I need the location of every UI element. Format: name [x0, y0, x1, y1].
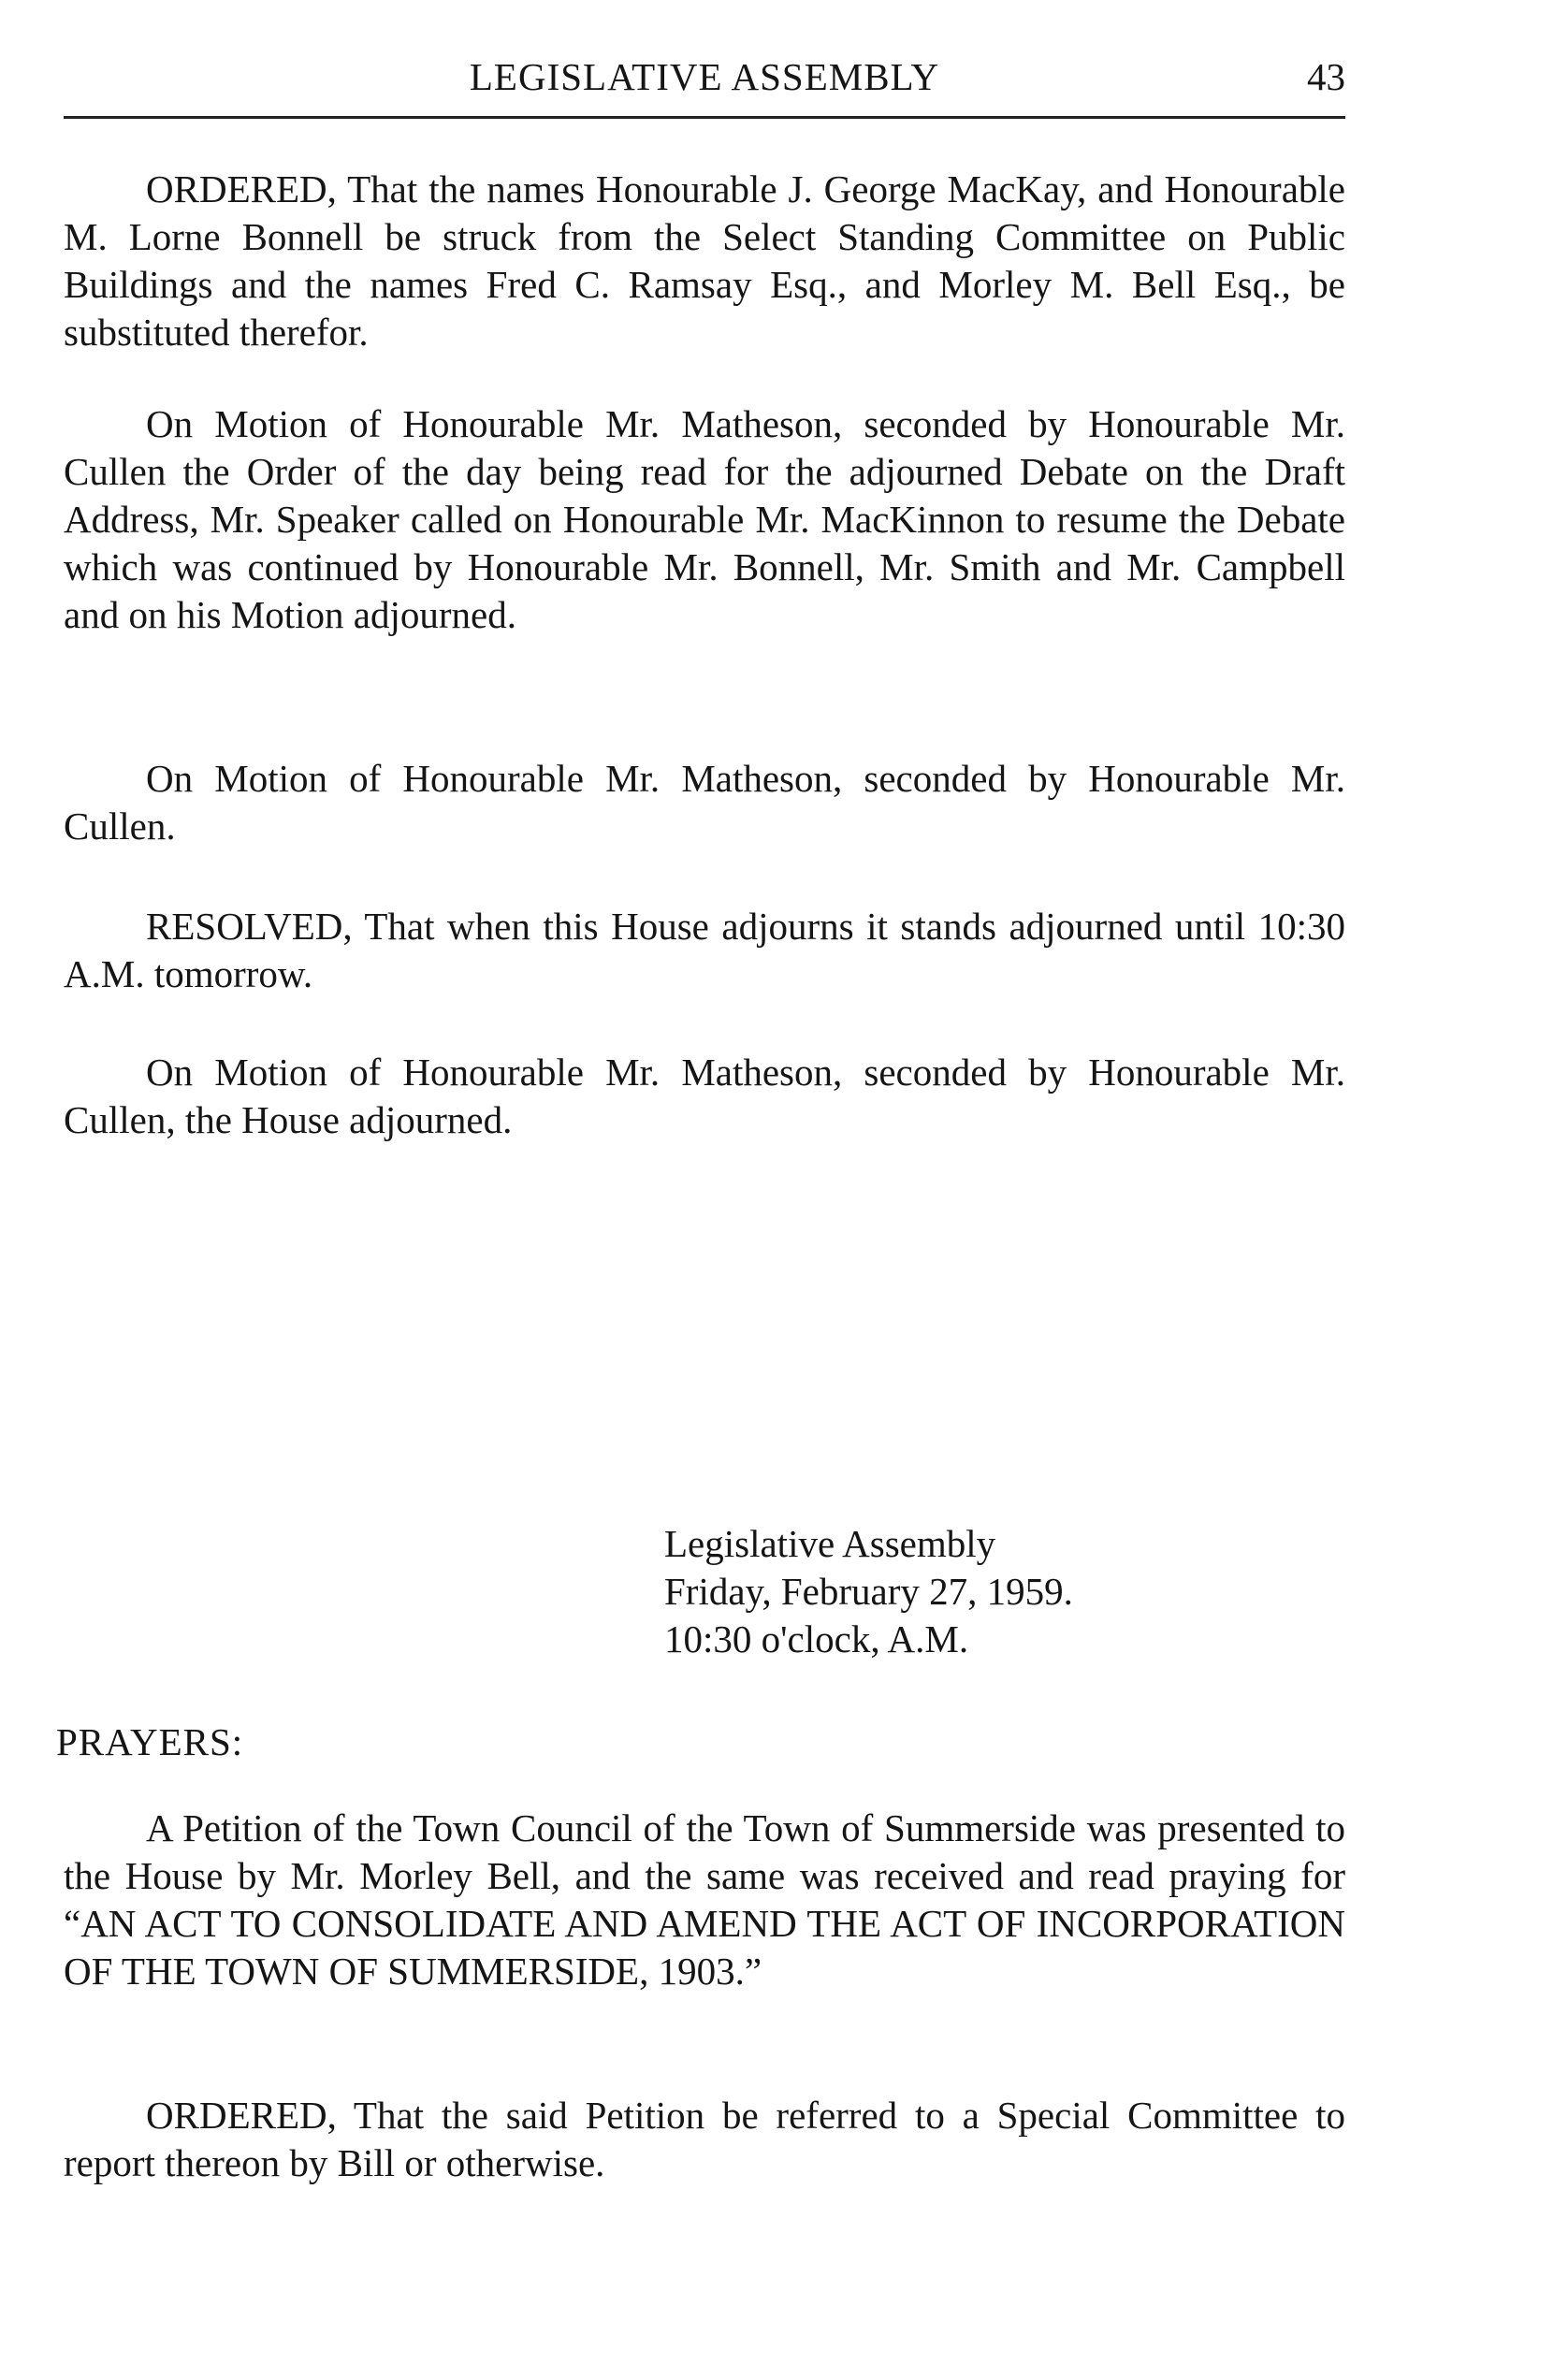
paragraph-ordered-committee: ORDERED, That the names Honourable J. George MacKay, and Honourable M. Lorne Bonnell be struck from the Select Standing Committee on Public Buildings and the names Fred C. Ramsay Esq., and Morley M. Bell Esq., be substituted therefor. [64, 167, 1345, 354]
paragraph-petition: A Petition of the Town Council of the Town of Summerside was presented to the House by Mr. Morley Bell, and the same was received and read praying for “AN ACT TO CONSOLIDATE AND AMEND THE ACT OF INCORPORATION OF THE TOWN OF SUMMERSIDE, 1903.” [64, 1806, 1345, 1993]
dateline-time: 10:30 o'clock, A.M. [664, 1617, 969, 1660]
header-rule [64, 116, 1345, 119]
paragraph-resolved: RESOLVED, That when this House adjourns it stands adjourned until 10:30 A.M. tomorrow. [64, 905, 1345, 995]
paragraph-ordered-petition: ORDERED, That the said Petition be referred to a Special Committee to report thereon by Bill or otherwise. [64, 2094, 1345, 2184]
prayers-heading: PRAYERS: [56, 1720, 244, 1763]
running-head: LEGISLATIVE ASSEMBLY [469, 55, 940, 98]
sitting-dateline [664, 1520, 1073, 1663]
dateline-date: Friday, February 27, 1959. [664, 1570, 1073, 1613]
page-header [64, 47, 1345, 112]
paragraph-motion-resolved: On Motion of Honourable Mr. Matheson, seconded by Honourable Mr. Cullen. [64, 757, 1345, 848]
dateline-assembly: Legislative Assembly [664, 1522, 996, 1565]
paragraph-motion-debate: On Motion of Honourable Mr. Matheson, seconded by Honourable Mr. Cullen the Order of the day being read for the adjourned Debate on the Draft Address, Mr. Speaker called on Honourable Mr. MacKinnon to resume the Debate which was continued by Honourable Mr. Bonnell, Mr. Smith and Mr. Campbell and on his Motion adjourned. [64, 402, 1345, 636]
paragraph-motion-adjourned: On Motion of Honourable Mr. Matheson, seconded by Honourable Mr. Cullen, the House adjourned. [64, 1051, 1345, 1141]
page-number: 43 [1307, 55, 1345, 98]
